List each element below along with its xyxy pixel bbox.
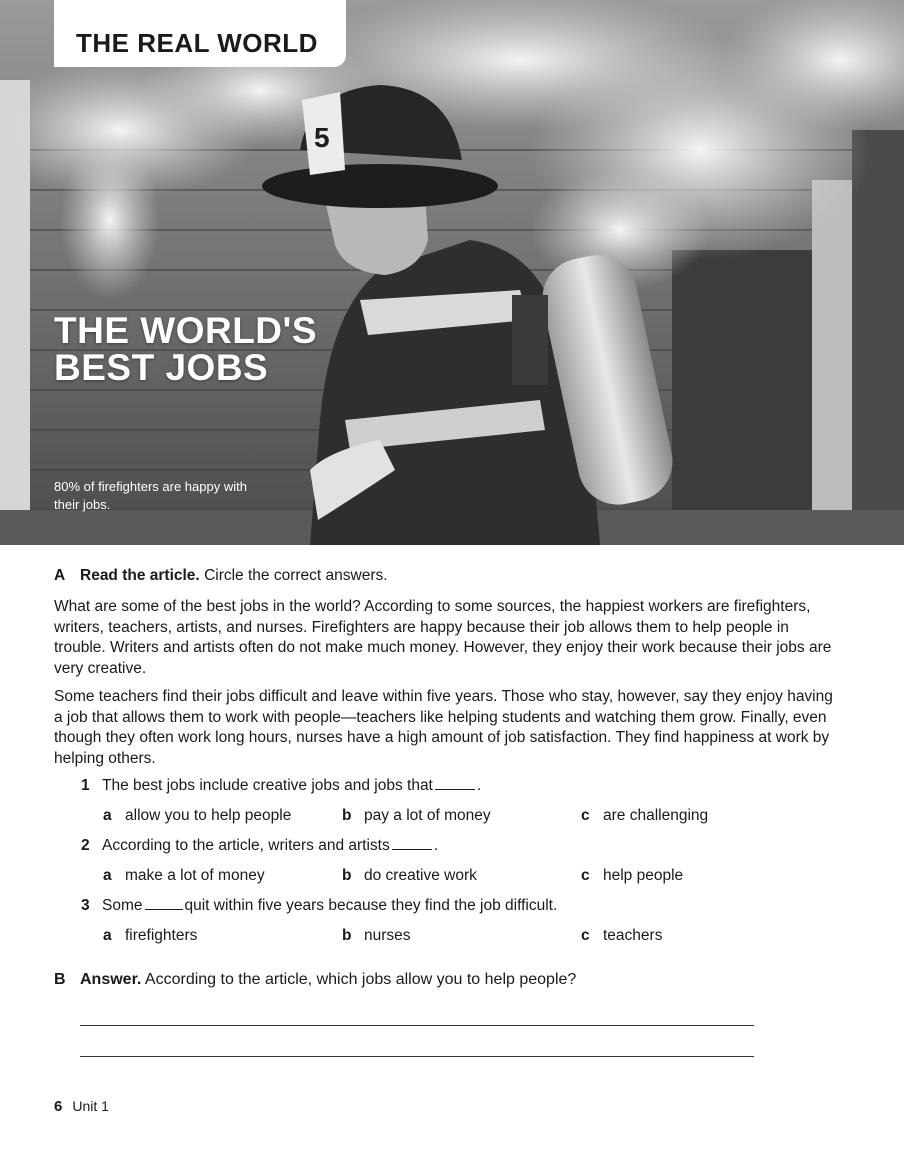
question-number: 2 [81, 837, 90, 854]
article-paragraph-1: What are some of the best jobs in the world? According to some sources, the happiest workers are firefighters, writers, teachers, artists, and nurses. Firefighters are happy because their job allows them to help people in trouble. Writers and artists often do not make much money. However, they enjoy their work because their jobs are very creative. [54, 598, 832, 677]
question-number: 1 [81, 777, 90, 794]
option-letter: c [581, 927, 590, 944]
option-text: help people [603, 867, 684, 884]
exercise-content [54, 563, 844, 993]
option-text: do creative work [364, 867, 477, 884]
option-letter: a [103, 807, 112, 824]
option-letter: c [581, 807, 590, 824]
question-text-end: . [433, 837, 439, 854]
page-number: 6 [54, 1098, 63, 1115]
question-1 [81, 771, 844, 801]
section-a-letter: A [54, 567, 66, 584]
section-b-instruction-bold: Answer. [80, 971, 142, 988]
option-c[interactable] [581, 861, 683, 891]
section-a-instruction: Circle the correct answers. [204, 567, 388, 584]
option-text: are challenging [603, 807, 709, 824]
photo-caption: 80% of firefighters are happy with their jobs. [54, 479, 247, 512]
answer-blank[interactable] [145, 909, 183, 910]
option-b[interactable] [342, 801, 491, 831]
question-text: According to the article, writers and artists [102, 837, 390, 854]
article-title-line-2: BEST JOBS [54, 347, 269, 388]
option-text: nurses [364, 927, 411, 944]
section-b-letter: B [54, 971, 66, 988]
section-b-instruction: According to the article, which jobs allow you to help people? [144, 971, 577, 988]
option-text: allow you to help people [125, 807, 292, 824]
answer-blank[interactable] [435, 789, 475, 790]
hero-photo [0, 0, 904, 545]
answer-line-2[interactable] [80, 1056, 754, 1057]
option-b[interactable] [342, 921, 411, 951]
option-text: make a lot of money [125, 867, 265, 884]
question-text: Some [102, 897, 143, 914]
option-text: teachers [603, 927, 663, 944]
section-b-heading [54, 967, 844, 993]
option-text: pay a lot of money [364, 807, 491, 824]
question-text-end: quit within five years because they find the job difficult. [184, 897, 558, 914]
section-a-heading [54, 563, 844, 589]
option-a[interactable] [103, 801, 291, 831]
section-tab [54, 0, 346, 67]
option-a[interactable] [103, 861, 265, 891]
option-letter: a [103, 867, 112, 884]
question-3 [81, 891, 844, 921]
question-3-options [54, 921, 844, 951]
page-footer [54, 1098, 109, 1115]
option-c[interactable] [581, 921, 662, 951]
firefighter-photo [0, 0, 904, 545]
option-letter: b [342, 807, 352, 824]
option-b[interactable] [342, 861, 477, 891]
question-number: 3 [81, 897, 90, 914]
answer-blank[interactable] [392, 849, 432, 850]
option-a[interactable] [103, 921, 197, 951]
question-2 [81, 831, 844, 861]
question-text-end: . [476, 777, 482, 794]
article-paragraph-2: Some teachers find their jobs difficult and leave within five years. Those who stay, however, say they enjoy having a job that allows them to work with people—teachers like helping students and watching them grow. Finally, even though they often work long hours, nurses have a high amount of job satisfaction. They find happiness at work by helping others. [54, 688, 833, 767]
option-letter: a [103, 927, 112, 944]
option-letter: b [342, 927, 352, 944]
helmet-number: 5 [314, 122, 330, 153]
option-letter: c [581, 867, 590, 884]
article-title [54, 312, 317, 386]
question-2-options [54, 861, 844, 891]
question-text: The best jobs include creative jobs and jobs that [102, 777, 433, 794]
article-title-line-1: THE WORLD'S [54, 310, 318, 351]
option-text: firefighters [125, 927, 198, 944]
question-1-options [54, 801, 844, 831]
unit-label: Unit 1 [72, 1098, 109, 1114]
section-a-instruction-bold: Read the article. [80, 567, 200, 584]
answer-line-1[interactable] [80, 1025, 754, 1026]
section-tab-label: THE REAL WORLD [76, 28, 318, 58]
option-letter: b [342, 867, 352, 884]
option-c[interactable] [581, 801, 708, 831]
